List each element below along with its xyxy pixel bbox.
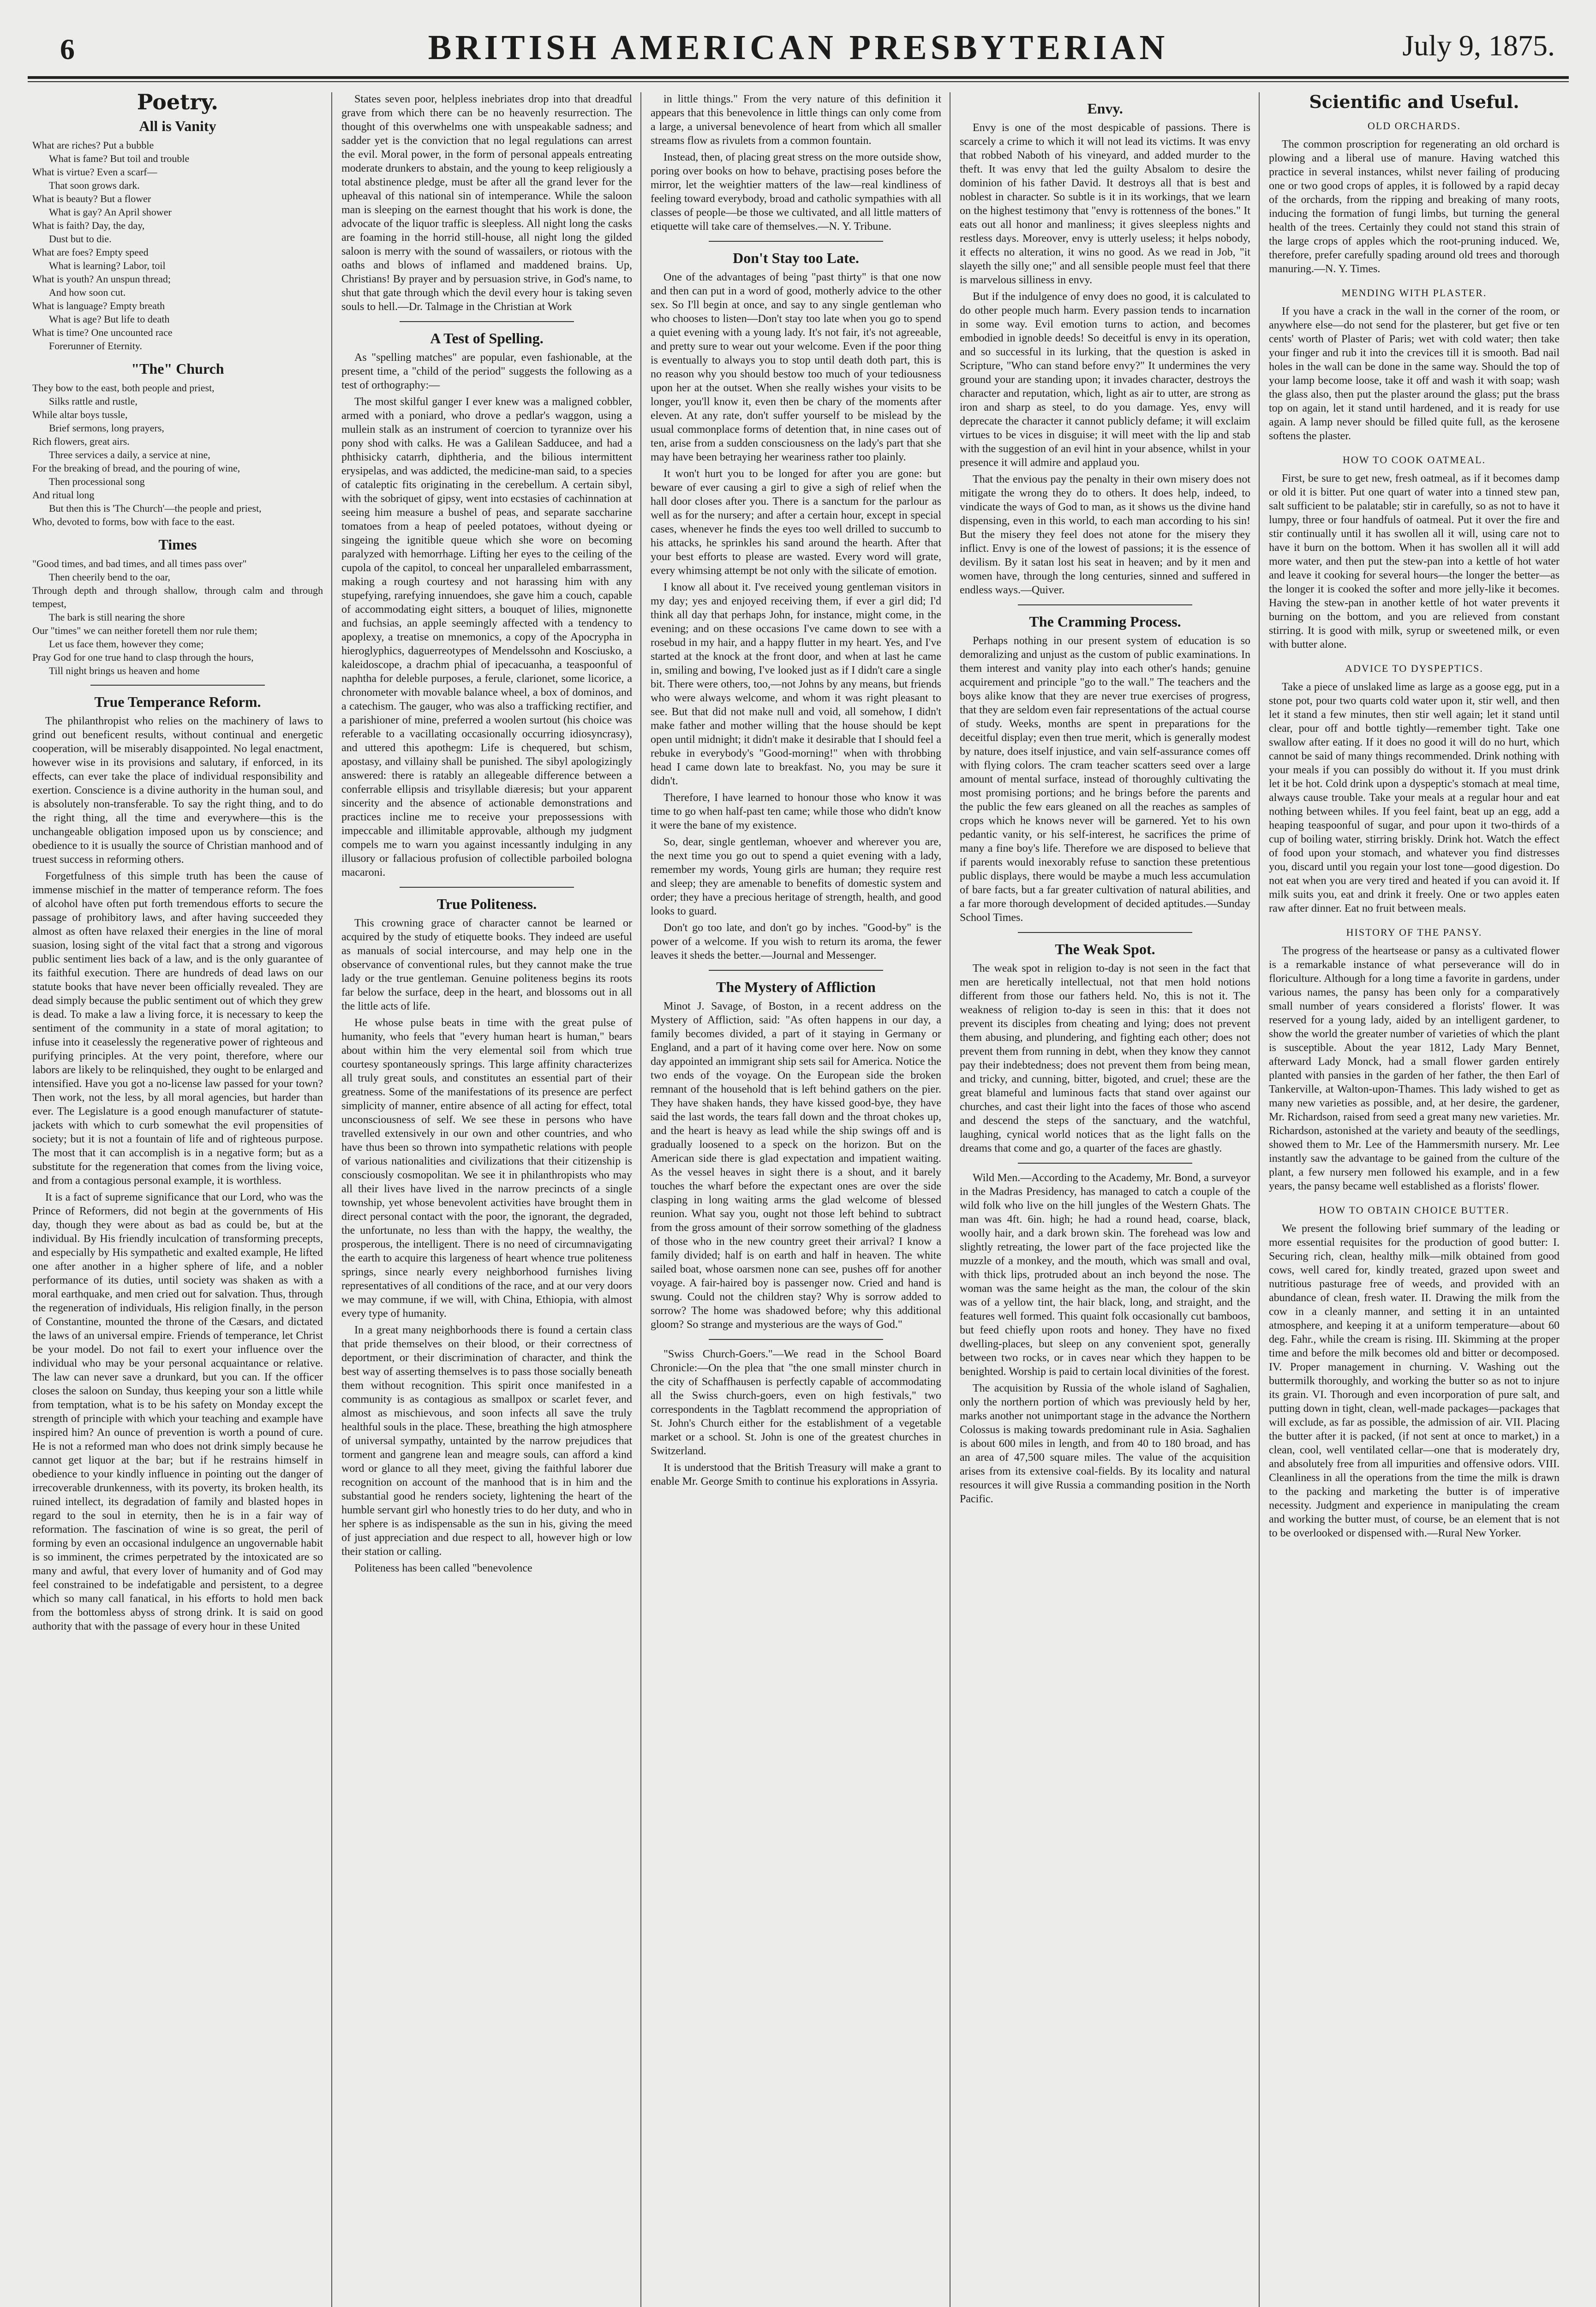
poem-line: For the breaking of bread, and the pouring of wine, <box>32 462 240 474</box>
article-title: Don't Stay too Late. <box>733 250 859 266</box>
poem-line: Rich flowers, great airs. <box>32 436 130 447</box>
poem-line: Who, devoted to forms, bow with face to the east. <box>32 516 235 527</box>
poem-line: What is faith? Day, the day, <box>32 220 145 231</box>
column-divider <box>331 92 332 2307</box>
poem-line: That soon grows dark. <box>49 179 140 191</box>
section-divider <box>1018 1163 1192 1164</box>
column-4 <box>960 92 1250 2307</box>
masthead: BRITISH AMERICAN PRESBYTERIAN <box>428 28 1169 67</box>
poem-line: Let us face them, however they come; <box>49 638 204 650</box>
section-divider <box>90 685 265 686</box>
section-paragraph: Take a piece of unslaked lime as large as a goose egg, put in a stone pot, pour two quarts cold water upon it, stir well, and then let it stand a few minutes, then stir well again; let it stand until clear, pour off and bottle tightly—remember tight. Take one swallow after eating. If it does no good it will do no hurt, which cannot be said of many things recommended. Drink nothing with your meals if you can possibly do without it. If you must drink let it be hot. Cold drink upon a dyspeptic's stomach at meal time, always cause trouble. Take your meals at a regular hour and eat nothing between whiles. If you feel faint, beat up an egg, add a heaping teaspoonful of sugar, and pour upon it two-thirds of a cup of boiling water, stirring briskly. Drink hot. Watch the effect of food upon your stomach, and whatever you find distresses you, discard until you regain your lost tone—good digestion. Do not eat when you are very tired and heated if you can avoid it. If milk suits you, eat and drink it freely. One or two apples eaten raw after dinner. Eat no fruit between meals. <box>1269 681 1560 914</box>
poem-line: Our "times" we can neither foretell them nor rule them; <box>32 625 257 636</box>
article-paragraph: I know all about it. I've received young gentleman visitors in my day; yes and enjoyed receiving them, if ever a girl did; I'd think all day that perhaps John, for instance, might come, in the evening; and on these occasions I've came down to see with a rosebud in my hair, and a happy flutter in my heart. Yes, and I've started at the knock at the front door, and when at last he came in, smiling and bowing, I've looked just as if I didn't care a single bit. There were others, too,—not Johns by any means, but friends who were always welcome, and whom it was right pleasant to see. But that did not make null and void, all somehow, I didn't make father and mother willing that the house should be kept open until midnight; it didn't make it desirable that I should feel a rebuke in everybody's "Good-morning!" when with throbbing head I came down late to breakfast. No, you may be sure it didn't. <box>651 581 941 787</box>
poem-line: What is language? Empty breath <box>32 300 165 311</box>
poem-line: Silks rattle and rustle, <box>49 395 137 407</box>
masthead-bar <box>28 18 1569 74</box>
section-subheading: HOW TO COOK OATMEAL. <box>1342 454 1486 466</box>
poem-title: "The" Church <box>131 360 224 377</box>
column-2 <box>341 92 632 2307</box>
column-3 <box>651 92 941 2307</box>
poem-line: What is virtue? Even a scarf— <box>32 166 157 178</box>
poem-line: Then cheerily bend to the oar, <box>49 571 171 583</box>
header-rule <box>28 76 1569 79</box>
article-paragraph: Envy is one of the most despicable of passions. There is scarcely a crime to which it will not lead its victims. It was envy that robbed Naboth of his vineyard, and added murder to the theft. It was envy that led the guilty Absalom to desire the dominion of his father David. It destroys all that is best and noblest in character. So subtle is it in its workings, that we learn on the highest testimony that "envy is rottenness of the bones." It eats out all honor and manliness; it gives sleepless nights and restless days. Moreover, envy is utterly useless; it helps nobody, it effects no alteration, it wins no good. As we read in Job, "it slayeth the silly one;" and all sensible people must feel that there is marvelous silliness in envy. <box>960 122 1250 286</box>
poem-line: But then this is 'The Church'—the people and priest, <box>49 502 262 514</box>
poem-line: What are foes? Empty speed <box>32 246 149 258</box>
poem-line: What is time? One uncounted race <box>32 327 173 338</box>
page-number: 6 <box>60 33 75 66</box>
article-paragraph: The weak spot in religion to-day is not seen in the fact that men are heretically intellectual, not that men hold notions different from those our fathers held. No, this is not it. The weakness of religion to-day is seen in this: that it does not prevent its disciples from cheating and lying; does not prevent them abusing, and plundering, and fighting each other; does not prevent them from running in debt, when they know they cannot pay their indebtedness; does not prevent them from being mean, and tricky, and cunning, bitter, bigoted, and cruel; these are the great blameful and luminous facts that stand over against our churches, and cast their light into the faces of those who ascend and descend the steps of the sanctuary, and the watchful, laughing, cynical world notices that as the light falls on the dreams that come and go, a quarter of the faces are ghastly. <box>960 962 1250 1154</box>
article-paragraph: The most skilful ganger I ever knew was a maligned cobbler, armed with a poniard, who drove a pedlar's waggon, using a mullein stalk as an instrument of coercion to tyrannize over his pony shod with calks. He was a Galilean Sadducee, and had a phthisicky catarrh, diphtheria, and the bilious intermittent erysipelas, and was addicted, the medicine-man said, to a species of cataleptic fits originating in the cerebellum. A certain sibyl, with the sobriquet of gipsy, went into ecstasies of cachinnation at seeing him measure a bushel of peas, and separate saccharine tomatoes from a heap of peeled potatoes, without dyeing or singeing the ignitible queue which she wore on becoming paralyzed with hemorrhage. Lifting her eyes to the ceiling of the cupola of the capitol, to conceal her unparalleled embarrassment, making a rough courtesy and not harassing him with any stupefying, rarefying innuendoes, she gave him a couch, capable of accommodating eight sitters, a bouquet of lilies, mignonette and fuchsias, an apple seemingly affected with a tendency to apoplexy, a treatise on mnemonics, a copy of the Apocrypha in hieroglyphics, daguerreotypes of Mendelssohn and Kosciusko, a kaleidoscope, a drachm phial of ipecacuanha, a teaspoonful of naphtha for deleble purposes, a ferule, clarionet, some licorice, a chronometer with movable balance wheel, a box of dominos, and a catechism. The gauger, who was also a trafficking rectifier, and a parishioner of mine, preferred a woolen surtout (his choice was referable to a vacillating occasionally occurring idiosyncrasy), and uttered this apothegm: Life is chequered, but schism, apostasy, and villainy shall be punished. The sibyl apologizingly answered: there is ratably an allegeable difference between a conferrable ellipsis and trisyllable diæresis; but your apparent sincerity and the absence of actionable demonstrations and practices incline me to receive your prepossessions with impeccable and illimitable approvable, although my judgment compels me to warn you against incessantly indulging in any illusory or fallacious profusion of collectible parboiled bologna macaroni. <box>341 396 632 879</box>
article-paragraph: in little things." From the very nature of this definition it appears that this benevolence in little things can only come from a large, a universal benevolence of heart from which all smaller streams flow as rivulets from a common fountain. <box>651 93 941 147</box>
poem-body <box>32 557 323 677</box>
article-paragraph: The philanthropist who relies on the machinery of laws to grind out beneficent results, without continual and energetic cooperation, will be miserably disappointed. No legal enactment, however wise in its provisions and salutary, if enforced, in its effects, can ever take the place of individual responsibility and exertion. Conscience is a divine authority in the human soul, and is absolutely non-transferable. To say the right thing, and to do the right thing, all the time and everywhere—this is the unchangeable obligation imposed upon us by conscience; and obedience to it is usually the source of Christian manhood and of truest success in reforming others. <box>32 715 323 866</box>
poem-line: What are riches? Put a bubble <box>32 139 154 151</box>
column-divider <box>1259 92 1260 2307</box>
section-divider <box>709 970 883 971</box>
article-paragraph: Forgetfulness of this simple truth has been the cause of immense mischief in the matter of temperance reform. The foes of alcohol have often put forth tremendous efforts to secure the passage of prohibitory laws, and after having succeeded they almost as often have relaxed their energies in the line of moral suasion, losing sight of the vital fact that a strong and vigorous public sentiment lies back of a law, and is the only guarantee of its faithful execution. There are hundreds of dead laws on our statute books that have never been officially revealed. They are dead simply because the public sentiment out of which they grew is dead. To make a law a living force, it is necessary to keep the sentiment of the community in a state of moral agitation; to infuse into it ceaselessly the regenerative power of righteous and purifying principles. At the very point, therefore, where our labors are likely to be relinquished, they ought to be enlarged and intensified. Have you got a no-license law passed for your town? Then work, not the less, by all moral agencies, but harder than ever. The Legislature is a good enough manufacturer of statute-jackets with which to curb somewhat the evil propensities of society; but it is not a fountain of life and of righteous purpose. The most that it can accomplish is in a negative form; but as a substitute for the regeneration that comes from the living voice, and from a contagious personal example, it is worthless. <box>32 870 323 1187</box>
poem-body <box>32 381 323 528</box>
article-paragraph: Wild Men.—According to the Academy, Mr. Bond, a surveyor in the Madras Presidency, has managed to catch a couple of the wild folk who live on the hill jungles of the Western Ghats. The man was 4ft. 6in. high; he had a round head, coarse, black, woolly hair, and a dark brown skin. The forehead was low and slightly retreating, the lower part of the face projected like the muzzle of a monkey, and the mouth, which was small and oval, with thick lips, protruded about an inch beyond the nose. The woman was the same height as the man, the colour of the skin was of a yellow tint, the hair black, long, and straight, and the features well formed. This quaint folk occasionally cut bamboos, but feed chiefly upon roots and honey. They have no fixed dwelling-places, but sleep on any convenient spot, generally between two rocks, or in caves near which they happen to be benighted. Worship is paid to certain local divinities of the forest. <box>960 1172 1250 1378</box>
section-subheading: ADVICE TO DYSPEPTICS. <box>1345 663 1483 674</box>
poem-line: They bow to the east, both people and priest, <box>32 382 215 394</box>
article-paragraph: Don't go too late, and don't go by inches. "Good-by" is the power of a welcome. If you wish to return its aroma, the fewer leaves it sheds the better.—Journal and Messenger. <box>651 922 941 962</box>
article-paragraph: Therefore, I have learned to honour those who know it was time to go when half-past ten came; while those who didn't know it were the bane of my existence. <box>651 792 941 831</box>
article-paragraph: But if the indulgence of envy does no good, it is calculated to do other people much harm. Every passion tends to incarnation in some way. Evil emotion turns to action, and becomes embodied in ignoble deeds! So deceitful is envy in its operation, and so successful in its lurking, that the question is asked in Scripture, "Who can stand before envy?" It undermines the very ground your are standing upon; it invades character, destroys the character and reputation, which, light as air to utter, are strong as iron and sharp as steel, to do you damage. Yes, envy will deprecate the character it cannot publicly defame; it will exclaim virtues to be vices in disguise; it will meet with the lip and stab with the suggestion of an evil hint in your absence, whilst in your presence it will admire and applaud you. <box>960 291 1250 469</box>
poem-line: Forerunner of Eternity. <box>49 340 143 352</box>
article-paragraph: As "spelling matches" are popular, even fashionable, at the present time, a "child of the period" suggests the following as a test of orthography:— <box>341 352 632 391</box>
article-paragraph: Perhaps nothing in our present system of education is so demoralizing and unjust as the custom of public examinations. In them interest and vanity play into each other's hands; genuine acquirement and principle "go to the wall." The teachers and the boys alike know that they are never true exercises of progress, that they are seldom even fair representations of the actual course of study. Weeks, months are spent in preparations for the deceitful display; even then true merit, which is generally modest by nature, does itself injustice, and vain self-assurance comes off with flying colors. The cram teacher scatters seed over a large amount of mental surface, instead of thoroughly cultivating the most promising portions; and he brings before the parents and the public the few ears gleaned on all the reaches as samples of crops which he knows never will be garnered. Yet to his own pedantic vanity, or his self-interest, he sacrifices the prime of many a fine boy's life. Therefore we are disposed to believe that if parents would inexorably refuse to sanction these pretentious public displays, there would be maybe a much less accumulation of bare facts, but a far greater cultivation of natural abilities, and a far more thorough development of decided aptitudes.—Sunday School Times. <box>960 635 1250 924</box>
poem-line: And how soon cut. <box>49 287 126 298</box>
article-title: The Cramming Process. <box>1029 613 1181 630</box>
article-paragraph: Politeness has been called "benevolence <box>354 1562 532 1574</box>
poem-line: What is fame? But toil and trouble <box>49 153 190 164</box>
section-subheading: HOW TO OBTAIN CHOICE BUTTER. <box>1319 1204 1510 1216</box>
section-subheading: MENDING WITH PLASTER. <box>1341 287 1487 299</box>
department-heading-scientific: Scientific and Useful. <box>1309 92 1519 112</box>
article-title: The Mystery of Affliction <box>716 979 876 995</box>
section-divider <box>709 1339 883 1340</box>
section-subheading: HISTORY OF THE PANSY. <box>1346 926 1482 938</box>
column-1 <box>32 92 323 2307</box>
issue-date: July 9, 1875. <box>1402 29 1555 62</box>
article-title: True Temperance Reform. <box>94 693 261 710</box>
article-title: True Politeness. <box>436 896 537 912</box>
poem-line: What is gay? An April shower <box>49 206 172 218</box>
section-paragraph: First, be sure to get new, fresh oatmeal, as if it becomes damp or old it is bitter. Put one quart of water into a tinned stew pan, salt sufficient to be palatable; stir in carefully, so as not to have it lumpy, three or four handfuls of oatmeal. Put it over the fire and stir continually until it has swollen all it will, using care not to have it burn on the bottom. When it has swollen all it will add more water, and then put the stew-pan into a kettle of hot water and leave it cooking for several hours—the longer the better—as the longer it is cooked the softer and more jelly-like it becomes. Having the stew-pan in another kettle of hot water prevents it burning on the bottom, and you are relieved from constant stirring. It is good with milk, syrup or sweetened milk, or even with butter alone. <box>1269 472 1560 651</box>
article-paragraph: It won't hurt you to be longed for after you are gone: but beware of ever causing a girl to give a sigh of relief when the hall door closes after you. There is a sanctum for the parlour as well as for the nursery; and after a certain hour, except in special cases, whenever he finds the eyes too well drilled to succumb to his attacks, he sprinkles his sand around the hearth. After that your best efforts to please are wasted. Every word will grate, every whimsing attempt be not only with the silicate of emotion. <box>651 468 941 577</box>
section-divider <box>1018 932 1192 933</box>
poem-line: The bark is still nearing the shore <box>49 611 185 623</box>
poem-line: Through depth and through shallow, through calm and through tempest, <box>32 585 323 610</box>
section-divider <box>1018 604 1192 605</box>
poem-line: Dust but to die. <box>49 233 112 245</box>
section-divider <box>709 241 883 242</box>
poem-line: What is youth? An unspun thread; <box>32 273 171 285</box>
poem-title: All is Vanity <box>139 118 216 134</box>
article-paragraph: So, dear, single gentleman, whoever and wherever you are, the next time you go out to spend a quiet evening with a lady, remember my words, Young girls are human; they require rest and sleep; they are amenable to benefits of domestic system and order; they have a precious heritage of strength, health, and good looks to guard. <box>651 836 941 917</box>
poem-line: What is age? But life to death <box>49 313 170 325</box>
section-paragraph: The progress of the heartsease or pansy as a cultivated flower is a remarkable instance of what perseverance will do in floriculture. Although for a long time a favorite in gardens, under various names, the pansy has been only for a comparatively small number of years considered a florists' flower. It was reserved for a young lady, aided by an intelligent gardener, to show the world the greater number of varieties of which the plant is susceptible. About the year 1812, Lady Mary Bennet, afterward Lady Monck, had a small flower garden entirely planted with pansies in the garden of her father, the then Earl of Tankerville, at Walton-upon-Thames. This lady wished to get as many new varieties as possible, and, at her desire, the gardener, Mr. Richardson, raised from seed a great many new varieties. Mr. Richardson, astonished at the variety and beauty of the seedlings, showed them to Mr. Lee of the Hammersmith nursery. Mr. Lee instantly saw the advantage to be gained from the culture of the plant, a few nursery men followed his example, and in a few years, the pansy became well established as a florists' flower. <box>1269 945 1560 1192</box>
poem-line: Pray God for one true hand to clasp through the hours, <box>32 651 254 663</box>
column-divider <box>640 92 641 2307</box>
article-paragraph: Instead, then, of placing great stress on the more outside show, poring over books on how to behave, practising poses before the mirror, let the weightier matters of the law—real kindliness of feeling toward everybody, broad and catholic sympathies with all classes of people—be those we cultivated, and all little matters of etiquette will take care of themselves.—N. Y. Tribune. <box>651 151 941 233</box>
scientific-sections <box>1269 119 1560 1540</box>
section-divider <box>400 887 574 888</box>
poem-title: Times <box>158 536 197 553</box>
article-title: A Test of Spelling. <box>430 330 544 347</box>
section-paragraph: We present the following brief summary of the leading or more essential requisites for the production of good butter: I. Securing rich, clean, healthy milk—milk obtained from good cows, well cared for, kindly treated, grazed upon sweet and nutritious pasturage free of weeds, and provided with an abundance of clean, fresh water. II. Drawing the milk from the cow in a cleanly manner, and setting it in an untainted atmosphere, and keeping it at a uniform temperature—about 60 deg. Fahr., while the cream is rising. III. Skimming at the proper time and before the milk becomes old and bitter or decomposed. IV. Proper management in churning. V. Washing out the buttermilk thoroughly, and working the butter so as not to injure its grain. VI. Thorough and even incorporation of pure salt, and putting down in tight, clean, well-made packages—packages that will exclude, as far as possible, the admission of air. VII. Placing the butter after it is packed, (if not sent at once to market,) in a clean, cool, well ventilated cellar—one that is moderately dry, and absolutely free from all impurities and offensive odors. VIII. Cleanliness in all the operations from the time the milk is drawn to the packing and marketing the butter is of imperative necessity. Judgment and experience in manipulating the cream and working the butter must, of course, be an element that is not to be overlooked or dispensed with.—Rural New Yorker. <box>1269 1223 1560 1539</box>
section-divider <box>400 321 574 322</box>
poem-line: Brief sermons, long prayers, <box>49 422 164 434</box>
poem-line: "Good times, and bad times, and all times pass over" <box>32 558 247 569</box>
article-title: Envy. <box>1087 100 1123 117</box>
poem-line: Till night brings us heaven and home <box>49 665 200 676</box>
article-paragraph: That the envious pay the penalty in their own misery does not mitigate the wrong they do to others. It does help, indeed, to vindicate the ways of God to man, as it shows us the divine hand dispensing, even in this world, to each man according to his sin! But the misery they feel does not atone for the misery they inflict. Envy is one of the lowest of passions; it is the essence of devilism. By it satan lost his seat in heaven; and by it men and women have, through the long centuries, sinned and suffered in endless ways.—Quiver. <box>960 473 1250 596</box>
poem-line: While altar boys tussle, <box>32 409 128 420</box>
article-paragraph: Minot J. Savage, of Boston, in a recent address on the Mystery of Affliction, said: "As often happens in our day, a family becomes divided, a part of it staying in Germany or England, and a part of it having come over here. Now on some day appointed an immigrant ship sets sail for America. Notice the two ends of the voyage. On the European side the broken remnant of the household that is left behind gathers on the pier. They have shaken hands, they have kissed good-bye, they have said the last words, the tears fall down and the throat chokes up, and the heart is heavy as lead while the ship swings off and is gradually loosened to a speck on the horizon. But on the American side there is glad expectation and impatient waiting. As the vessel heaves in sight there is a shout, and it barely touches the wharf before the expectant ones are over the side clasping in long waiting arms the glad welcome of blessed reunion. What say you, ought not those left behind to subtract from the gross amount of their sorrow something of the gladness of those who in the new country greet their arrival? I know a family divided; half is on earth and half in heaven. The white sailed boat, whose oarsmen none can see, pushes off for another voyage. A fair-haired boy is passenger now. Cried and hand is swung. Could not the children stay? Why is sorrow added to sorrow? The home was shadowed before; why this additional gloom? So strange and mysterious are the ways of God." <box>651 1000 941 1331</box>
article-title: The Weak Spot. <box>1055 941 1155 957</box>
poem-line: Then processional song <box>49 476 145 487</box>
poem-line: And ritual long <box>32 489 95 501</box>
article-paragraph: It is understood that the British Treasury will make a grant to enable Mr. George Smith to continue his explorations in Assyria. <box>651 1462 941 1488</box>
department-heading-poetry: Poetry. <box>137 92 219 114</box>
poem-line: What is learning? Labor, toil <box>49 260 166 271</box>
section-paragraph: The common proscription for regenerating an old orchard is plowing and a liberal use of manure. Having watched this practice in several instances, whilst never failing of producing one or two good crops of apples, it is followed by a rapid decay of the orchards, from the ripping and breaking of many roots, inducing the formation of fungi limbs, but turning the general health of the trees. Certainly they could not stand this strain of the large crops of apples which the root-pruning induced. We, therefore, prefer carefully spading around old trees and thorough manuring.—N. Y. Times. <box>1269 138 1560 275</box>
section-subheading: OLD ORCHARDS. <box>1367 120 1461 131</box>
poem-line: Three services a daily, a service at nine, <box>49 449 210 460</box>
poem-body <box>32 138 323 353</box>
article-paragraph: States seven poor, helpless inebriates drop into that dreadful grave from which there can be no heavenly resurrection. The thought of this overwhelms one with unspeakable sadness; and sadder yet is the conviction that no legal regulations can arrest the evil. Moral power, in the form of personal appeals entreating moderate drunkers to abstain, and the young to keep religiously a total abstinence pledge, must be after all the grand lever for the upheaval of this national sin of intemperance. While the saloon man is sleeping on the earnest thought that his work is done, the advocate of the liquor traffic is sleepless. All night long the casks are foaming in the horrid still-house, all night long the gilded saloon is merry with the sound of wassailers, or riotous with the oaths and blows of inflamed and maddened brains. Up, Christians! By prayer and by persuasion strive, in God's name, to shut that gate through which the devil every hour is taking seven souls to hell.—Dr. Talmage in the Christian at Work <box>341 93 632 313</box>
article-paragraph: This crowning grace of character cannot be learned or acquired by the study of etiquette books. They indeed are useful as manuals of social intercourse, and may help one in the observance of conventional rules, but they cannot make the true lady or the true gentleman. Genuine politeness begins its roots far below the surface, deep in the heart, and blossoms out in all the little acts of life. <box>341 917 632 1012</box>
article-paragraph: "Swiss Church-Goers."—We read in the School Board Chronicle:—On the plea that "the one small minster church in the city of Schaffhausen is perfectly capable of accommodating all the Swiss church-goers, even on high festivals," two correspondents in the Tagblatt recommend the appropriation of St. John's Church either for the establishment of a vegetable market or a school. St. John is one of the greatest churches in Switzerland. <box>651 1348 941 1457</box>
article-paragraph: He whose pulse beats in time with the great pulse of humanity, who feels that "every human heart is human," bears about within him the very elemental soil from which true courtesy spontaneously springs. This large affinity characterizes all truly great souls, and constitutes an essential part of their greatness. Some of the manifestations of its presence are perfect simplicity of manner, entire absence of all acting for effect, total unconsciousness of self. We see these in persons who have travelled extensively in our own and other countries, and who have thus been so thrown into sympathetic relations with people of various nationalities and civilizations that their citizenship is consciously cosmopolitan. We see it in philanthropists who may all their lives have lived in the narrow precincts of a single township, yet whose benevolent activities have brought them in direct personal contact with the poor, the ignorant, the degraded, the unfortunate, no less than with the happy, the wealthy, the prosperous, the intelligent. There is no need of circumnavigating the earth to acquire this largeness of heart whence true politeness springs, since nearly every neighborhood furnishes living representatives of all conditions of the race, and at our very doors we may commune, if we will, with China, Ethiopia, with almost every type of humanity. <box>341 1017 632 1320</box>
column-5 <box>1269 92 1560 2307</box>
article-paragraph: In a great many neighborhoods there is found a certain class that pride themselves on their blood, or their correctness of deportment, or their discrimination of character, and think the best way of asserting themselves is to pass those socially beneath them without recognition. This spirit once manifested in a community is as contagious as smallpox or scarlet fever, and almost as mischievous, and soon infects all save the truly healthful souls in the place. These, breathing the high atmosphere of universal sympathy, untainted by the narrow prejudices that torment and gangrene lean and meagre souls, can afford a kind word or glance to all they meet, giving the faithful laborer due recognition on account of the manhood that is in him and the substantial good he renders society, lightening the heart of the humble servant girl who honestly tries to do her duty, and who in her sphere is as indispensable as the sun in his, giving the meed of just appreciation and due respect to all, however high or low their station or calling. <box>341 1324 632 1558</box>
poem-line: What is beauty? But a flower <box>32 193 151 204</box>
header-rule-thin <box>28 81 1569 82</box>
article-paragraph: The acquisition by Russia of the whole island of Saghalien, only the northern portion of which was previously held by her, marks another not unimportant stage in the advance the Northern Colossus is making towards predominant rule in Asia. Saghalien is about 600 miles in length, and from 40 to 180 broad, and has an area of 47,500 square miles. The value of the acquisition arises from its extensive coal-fields. By its locality and natural resources it will give Russia a commanding position in the North Pacific. <box>960 1382 1250 1505</box>
section-paragraph: If you have a crack in the wall in the corner of the room, or anywhere else—do not send for the plasterer, but get five or ten cents' worth of Plaster of Paris; wet with cold water; then take your finger and rub it into the crevices till it is smooth. Bad nail holes in the wall can be done in the same way. Should the top of your lamp become loose, take it off and wash it with soap; wash the glass also, then put the plaster around the glass; put the brass top on again, let it stand until hardened, and it is ready for use again. A lamp never should be filled quite full, as the kerosene softens the plaster. <box>1269 305 1560 442</box>
article-paragraph: It is a fact of supreme significance that our Lord, who was the Prince of Reformers, did not begin at the governments of His day, though they were about as bad as could be, but at the individual. By His friendly inculcation of transforming precepts, and especially by His sympathetic and exalted example, He lifted one after another in a higher sphere of life, and a nobler performance of its duties, until society was shaken as with a moral earthquake, and men cried out for salvation. Thus, through the regeneration of individuals, His religion finally, in the person of Constantine, mounted the throne of the Cæsars, and dictated the laws of an universal empire. Friends of temperance, let Christ be your model. Do not fail to exert your influence over the individual who may be your personal acquaintance or relative. The law can never save a drunkard, but you can. If the officer closes the saloon on Sunday, thus keeping your son a little while from temptation, what is to be his safety on Monday except the strength of principle with which your teaching and example have inspired him? An ounce of prevention is worth a pound of cure. He is not a reformed man who does not drink simply because he cannot get liquor at the bar; but if he restrains himself in obedience to your kindly influence in pointing out the danger of irrecoverable drunkenness, with its poverty, its broken health, its ruined intellect, its degradation of family and blasted hopes in regard to the soul in eternity, then he is in a fair way of reformation. The fascination of wine is so great, the peril of forming by even an occasional indulgence an ungovernable habit is so imminent, the crimes perpetrated by the intoxicated are so many and awful, that every lover of humanity and of God may feel constrained to be indefatigable and persistent, to a degree which so many call fanatical, in his efforts to hold men back from the bottomless abyss of strong drink. It is said on good authority that with the passage of every hour in these United <box>32 1191 323 1632</box>
article-paragraph: One of the advantages of being "past thirty" is that one now and then can put in a word of good, motherly advice to the other sex. So I'll begin at once, and say to any single gentleman who who chooses to listen—Don't stay too late when you go to spend a quiet evening with a young lady. It's not fair, it's not agreeable, and pretty sure to wear out your welcome. Even if the poor thing is eventually to always you to stop until death doth part, this is no reason why you should bestow too much of your tediousness upon her at the outset. When she really wishes your visits to be longer, you'll know it, even then be chary of the moments after eleven. At any rate, don't suffer yourself to be mislead by the usual commonplace forms of detention that, in nine cases out of ten, arise from a sudden consciousness on the lady's part that she may have been betraying her weariness rather too plainly. <box>651 271 941 463</box>
